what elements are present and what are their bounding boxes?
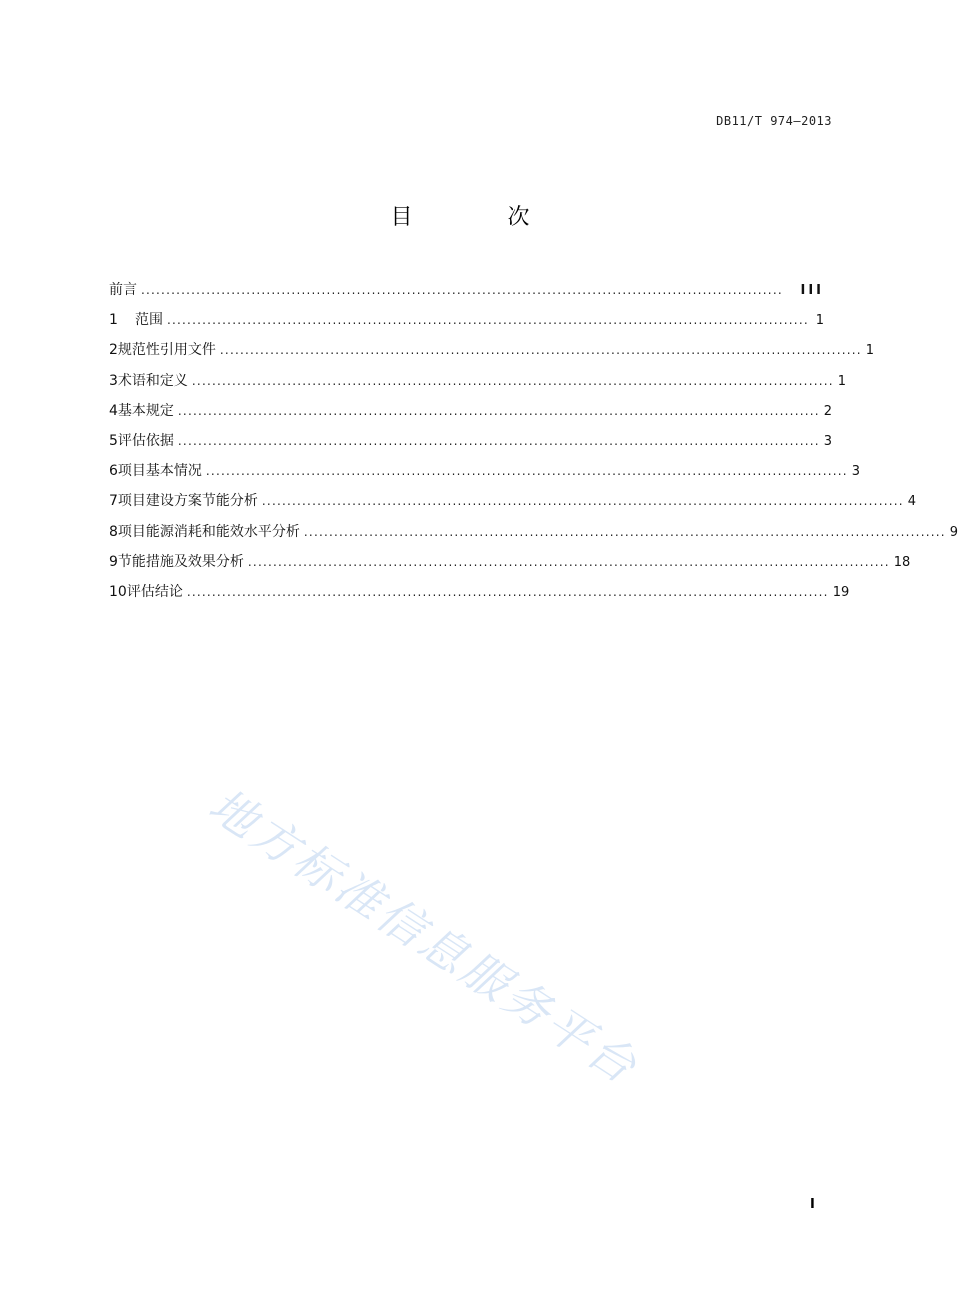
toc-entry-foreword[interactable] xyxy=(109,278,824,308)
toc-entry-label: 评估结论 xyxy=(126,583,183,600)
dot-leader: ................................................................................................................................ xyxy=(177,403,820,418)
toc-entry-number: 10 xyxy=(109,583,127,600)
toc-entry-8[interactable] xyxy=(109,520,958,550)
toc-entry-label: 节能措施及效果分析 xyxy=(117,553,244,570)
toc-entry-7[interactable] xyxy=(109,489,917,519)
dot-leader: ................................................................................................................................ xyxy=(219,343,862,358)
toc-entry-number: 7 xyxy=(109,493,118,510)
dot-leader: ................................................................................................................................ xyxy=(141,283,783,297)
toc-entry-number: 6 xyxy=(109,463,118,480)
toc-entry-page: 19 xyxy=(832,584,850,600)
toc-entry-label: 前言 xyxy=(109,282,137,298)
dot-leader: ................................................................................................................................ xyxy=(186,584,829,599)
toc-entry-page: 1 xyxy=(815,313,824,329)
toc-entry-6[interactable] xyxy=(109,459,861,489)
toc-entry-label: 项目能源消耗和能效水平分析 xyxy=(117,523,300,540)
standard-code: DB11/T 974—2013 xyxy=(716,114,832,128)
toc-entry-page: 9 xyxy=(949,524,958,540)
toc-entry-label: 术语和定义 xyxy=(117,372,188,389)
toc-entry-5[interactable] xyxy=(109,429,833,459)
toc-entry-9[interactable] xyxy=(109,550,911,580)
toc-entry-number: 8 xyxy=(109,523,118,540)
toc-entry-3[interactable] xyxy=(109,369,847,399)
toc-entry-2[interactable] xyxy=(109,338,875,368)
toc-title: 目 次 xyxy=(390,205,574,230)
dot-leader: ................................................................................................................................ xyxy=(191,373,834,388)
dot-leader: ................................................................................................................................ xyxy=(167,313,809,328)
toc-entry-label: 基本规定 xyxy=(117,402,174,419)
dot-leader: ................................................................................................................................ xyxy=(177,433,820,448)
toc-entry-number: 9 xyxy=(109,553,118,570)
toc-entry-page: 4 xyxy=(907,494,917,510)
watermark: 地方标准信息服务平台 xyxy=(199,777,649,1096)
toc-entry-page: 3 xyxy=(823,433,833,449)
toc-entry-10[interactable] xyxy=(109,580,850,610)
toc-entry-page: 1 xyxy=(837,373,847,389)
table-of-contents xyxy=(109,278,958,610)
dot-leader: ................................................................................................................................ xyxy=(247,554,890,569)
toc-entry-label: 范围 xyxy=(135,312,163,329)
toc-entry-page: III xyxy=(800,283,824,298)
toc-entry-1[interactable] xyxy=(109,308,824,338)
toc-entry-label: 评估依据 xyxy=(117,432,174,449)
dot-leader: ................................................................................................................................ xyxy=(261,494,904,509)
dot-leader: ................................................................................................................................ xyxy=(303,524,946,539)
toc-entry-label: 项目建设方案节能分析 xyxy=(117,493,258,510)
dot-leader: ................................................................................................................................ xyxy=(205,464,848,479)
toc-entry-number: 5 xyxy=(109,432,118,449)
toc-entry-4[interactable] xyxy=(109,399,833,429)
toc-entry-page: 18 xyxy=(893,554,911,570)
toc-entry-page: 3 xyxy=(851,464,861,480)
toc-entry-number: 4 xyxy=(109,402,118,419)
toc-entry-number: 2 xyxy=(109,342,118,359)
toc-entry-number: 3 xyxy=(109,372,118,389)
toc-entry-label: 项目基本情况 xyxy=(117,463,202,480)
toc-entry-page: 1 xyxy=(865,343,875,359)
toc-entry-page: 2 xyxy=(823,403,833,419)
toc-entry-label: 规范性引用文件 xyxy=(117,342,216,359)
toc-entry-number: 1 xyxy=(109,312,118,329)
page-number: I xyxy=(810,1197,815,1212)
